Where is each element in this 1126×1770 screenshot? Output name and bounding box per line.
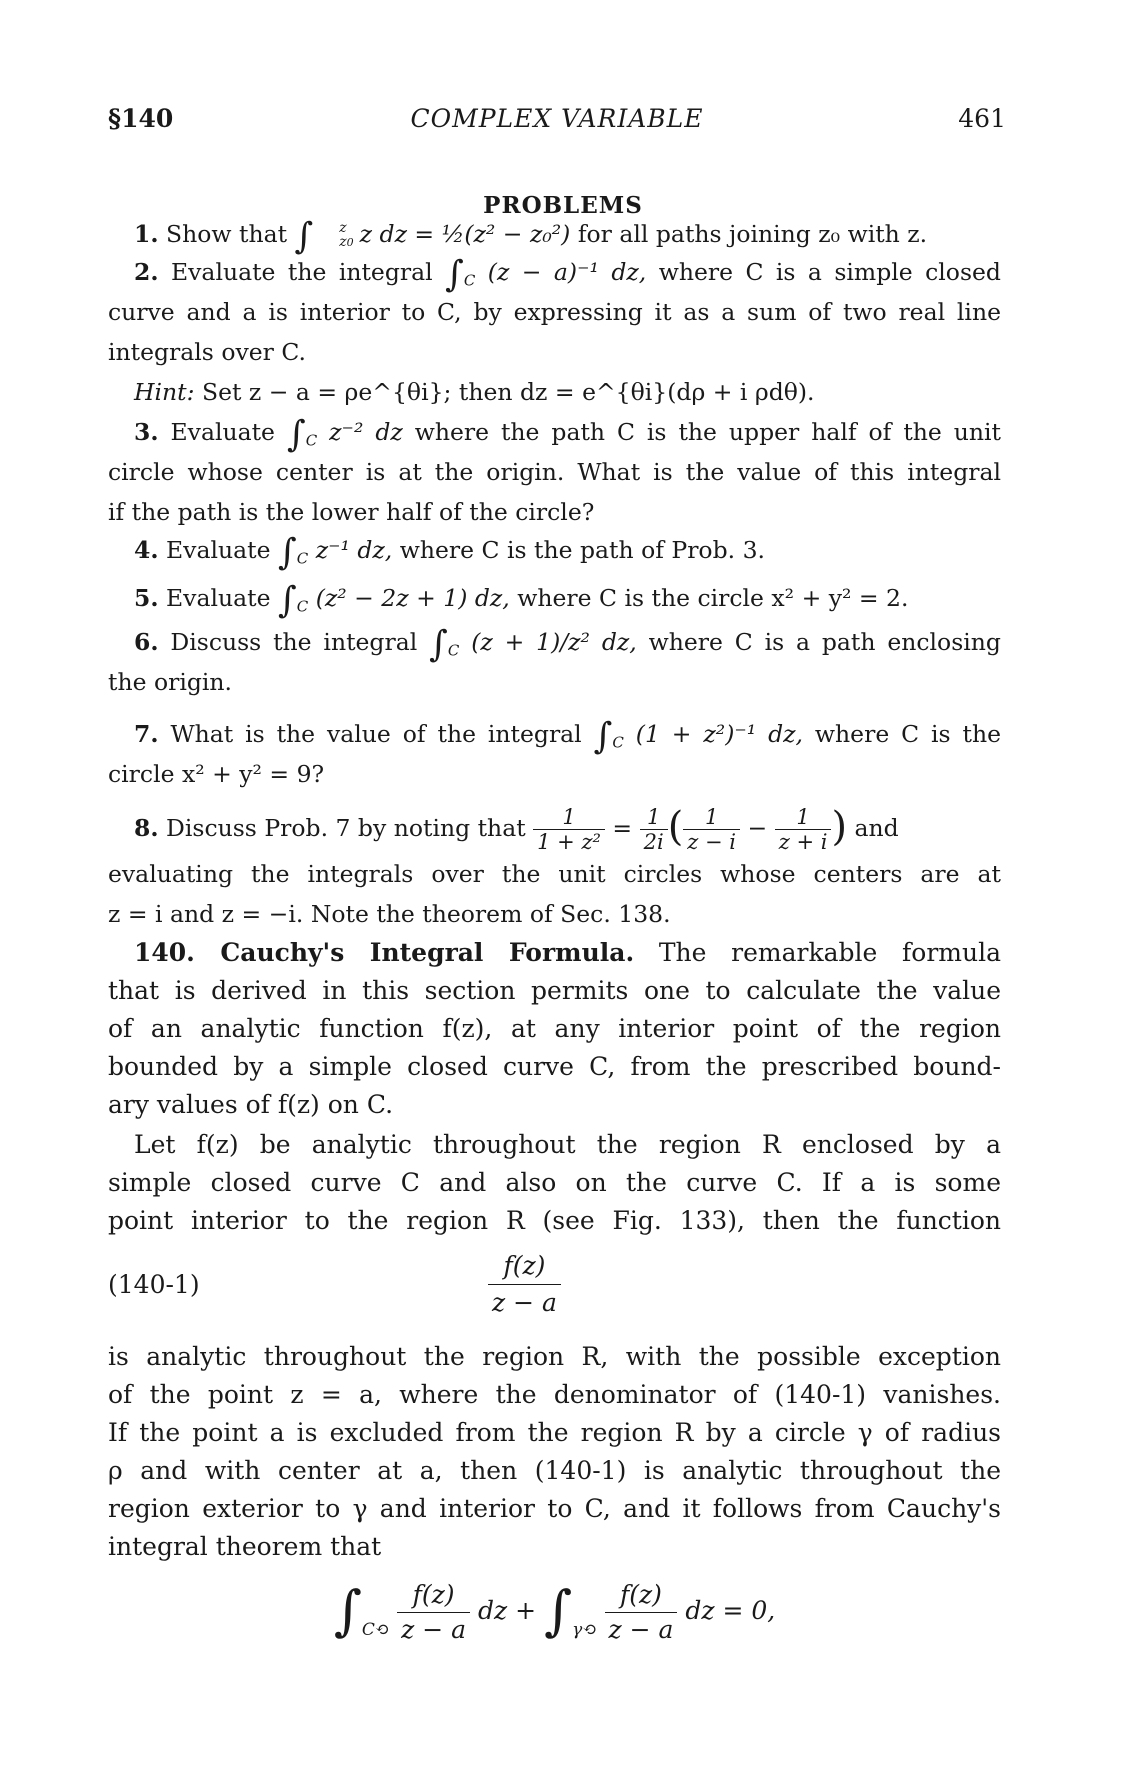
paragraph-line: integral theorem that bbox=[108, 1532, 382, 1561]
paragraph-line: bounded by a simple closed curve C, from the prescribed bound- bbox=[108, 1052, 1001, 1081]
problem-number: 5. bbox=[134, 584, 159, 612]
math-expression: z⁻¹ dz, bbox=[308, 536, 393, 564]
running-title: COMPLEX VARIABLE bbox=[410, 104, 704, 133]
section-heading: 140. Cauchy's Integral Formula. bbox=[134, 938, 635, 967]
problem-text-line: z = i and z = −i. Note the theorem of Sec. 138. bbox=[108, 900, 671, 928]
equation-cauchy-sum bbox=[108, 1578, 1001, 1688]
denominator: z + i bbox=[778, 830, 828, 854]
hint-text: Set z − a = ρe^{θi}; then dz = e^{θi}(dρ + i ρdθ). bbox=[194, 378, 815, 406]
paragraph-line: of the point z = a, where the denominator of (140-1) vanishes. bbox=[108, 1380, 1001, 1409]
problem-2 bbox=[108, 252, 1001, 412]
plus-sign: + bbox=[515, 1596, 537, 1625]
fraction bbox=[397, 1578, 470, 1647]
problem-text: Evaluate bbox=[170, 418, 275, 446]
numerator: f(z) bbox=[488, 1248, 561, 1285]
problem-number: 6. bbox=[134, 628, 159, 656]
problem-8 bbox=[108, 800, 1001, 934]
denominator: 1 + z² bbox=[537, 830, 601, 854]
denominator: z − a bbox=[401, 1615, 467, 1644]
problem-text: Evaluate the integral bbox=[171, 258, 433, 286]
problem-1 bbox=[108, 214, 1001, 257]
problem-7 bbox=[108, 714, 1001, 794]
problem-text-line: circle whose center is at the origin. What is the value of this integral bbox=[108, 458, 1001, 486]
equation-tail: dz = 0, bbox=[685, 1596, 776, 1625]
problem-3 bbox=[108, 412, 1001, 532]
numerator: 1 bbox=[533, 805, 605, 830]
equation-140-1 bbox=[108, 1248, 1001, 1338]
problem-number: 1. bbox=[134, 220, 159, 248]
problem-text-line: integrals over C. bbox=[108, 338, 306, 366]
paragraph-line: region exterior to γ and interior to C, and it follows from Cauchy's bbox=[108, 1494, 1001, 1523]
numerator: 1 bbox=[683, 805, 740, 830]
paragraph-line: Let f(z) be analytic throughout the region R enclosed by a bbox=[134, 1130, 1001, 1159]
integral-sign: ∫ bbox=[429, 624, 448, 665]
paragraph-line: point interior to the region R (see Fig. 133), then the function bbox=[108, 1206, 1001, 1235]
paragraph-line: simple closed curve C and also on the curve C. If a is some bbox=[108, 1168, 1001, 1197]
integral-upper-limit: z bbox=[339, 220, 347, 236]
integral-sign: ∫ bbox=[333, 1579, 362, 1642]
problem-text-line: evaluating the integrals over the unit circles whose centers are at bbox=[108, 860, 1001, 888]
integral-sign: ∫ bbox=[294, 216, 314, 257]
problem-text-line: curve and a is interior to C, by expressing it as a sum of two real line bbox=[108, 298, 1001, 326]
integral-subscript: C bbox=[463, 271, 476, 290]
equation-fraction bbox=[488, 1248, 561, 1321]
paragraph-line: ρ and with center at a, then (140-1) is analytic throughout the bbox=[108, 1456, 1001, 1485]
paragraph-line: that is derived in this section permits one to calculate the value bbox=[108, 976, 1001, 1005]
problem-5 bbox=[108, 578, 1001, 621]
problem-text-line: if the path is the lower half of the circle? bbox=[108, 498, 595, 526]
problems-heading: PROBLEMS bbox=[483, 192, 643, 219]
differential: dz bbox=[477, 1596, 508, 1625]
problem-text-line: circle x² + y² = 9? bbox=[108, 760, 325, 788]
integral-sign: ∫ bbox=[593, 716, 613, 757]
integral-subscript: γ⟲ bbox=[572, 1620, 597, 1640]
minus-sign: − bbox=[747, 814, 768, 842]
denominator: z − a bbox=[492, 1288, 557, 1317]
denominator: 2i bbox=[643, 830, 664, 854]
paragraph-text: The remarkable formula bbox=[634, 938, 1002, 967]
math-expression: (z + 1)/z² dz, bbox=[459, 628, 637, 656]
problem-text: where C is the path of Prob. 3. bbox=[392, 536, 765, 564]
problem-text: and bbox=[854, 814, 899, 842]
problem-number: 7. bbox=[134, 720, 159, 748]
integral-sign: ∫ bbox=[544, 1579, 573, 1642]
integral-sign: ∫ bbox=[445, 254, 464, 295]
math-expression: z dz = ½(z² − z₀²) bbox=[359, 220, 571, 248]
integral-sign: ∫ bbox=[286, 414, 306, 455]
equation-label: (140-1) bbox=[108, 1270, 200, 1299]
paragraph-line: If the point a is excluded from the region R by a circle γ of radius bbox=[108, 1418, 1001, 1447]
problem-text: What is the value of the integral bbox=[170, 720, 582, 748]
numerator: 1 bbox=[640, 805, 668, 830]
fraction bbox=[640, 805, 668, 854]
problem-6 bbox=[108, 622, 1001, 702]
running-head bbox=[108, 104, 1006, 144]
section-mark: §140 bbox=[108, 104, 174, 133]
problem-number: 3. bbox=[134, 418, 159, 446]
integral-subscript: C bbox=[296, 549, 309, 568]
section-140-paragraph-3 bbox=[108, 1338, 1001, 1566]
integral-sign: ∫ bbox=[277, 580, 297, 621]
right-paren: ) bbox=[831, 804, 848, 850]
problem-number: 4. bbox=[134, 536, 159, 564]
problem-text: where the path C is the upper half of the unit bbox=[402, 418, 1001, 446]
denominator: z − i bbox=[687, 830, 737, 854]
math-expression: z⁻² dz bbox=[317, 418, 403, 446]
section-140-paragraph-2 bbox=[108, 1126, 1001, 1240]
problem-text: where C is the bbox=[803, 720, 1001, 748]
fraction bbox=[533, 805, 605, 854]
problem-text: Evaluate bbox=[166, 536, 271, 564]
integral-subscript: C bbox=[447, 641, 460, 660]
problem-text: for all paths joining z₀ with z. bbox=[570, 220, 928, 248]
integral-subscript: C bbox=[612, 733, 624, 752]
integral-subscript: C⟲ bbox=[361, 1620, 390, 1640]
page-number: 461 bbox=[958, 104, 1006, 133]
problem-text: Show that bbox=[166, 220, 288, 248]
problem-text: where C is a simple closed bbox=[646, 258, 1001, 286]
paragraph-line: is analytic throughout the region R, with the possible exception bbox=[108, 1342, 1001, 1371]
problem-4 bbox=[108, 530, 1001, 573]
math-expression: (1 + z²)⁻¹ dz, bbox=[623, 720, 804, 748]
problem-text: Discuss Prob. 7 by noting that bbox=[166, 814, 526, 842]
problem-text: where C is a path enclosing bbox=[636, 628, 1001, 656]
integral-sign: ∫ bbox=[277, 532, 297, 573]
left-paren: ( bbox=[667, 804, 684, 850]
integral-subscript: C bbox=[305, 431, 318, 450]
integral-subscript: C bbox=[296, 597, 309, 616]
section-140-paragraph-1 bbox=[108, 934, 1001, 1124]
paragraph-line: ary values of f(z) on C. bbox=[108, 1090, 394, 1119]
fraction bbox=[605, 1578, 678, 1647]
problem-text: Evaluate bbox=[166, 584, 271, 612]
numerator: f(z) bbox=[605, 1578, 678, 1613]
problem-number: 2. bbox=[134, 258, 159, 286]
equals-sign: = bbox=[612, 814, 633, 842]
math-expression: (z² − 2z + 1) dz, bbox=[308, 584, 510, 612]
denominator: z − a bbox=[608, 1615, 674, 1644]
hint-label: Hint: bbox=[134, 378, 195, 406]
numerator: 1 bbox=[775, 805, 832, 830]
problem-text-line: the origin. bbox=[108, 668, 233, 696]
integral-lower-limit: z bbox=[339, 234, 347, 250]
math-expression: (z − a)⁻¹ dz, bbox=[475, 258, 647, 286]
fraction bbox=[683, 805, 740, 854]
paragraph-line: of an analytic function f(z), at any interior point of the region bbox=[108, 1014, 1001, 1043]
problem-text: where C is the circle x² + y² = 2. bbox=[509, 584, 909, 612]
integral-lower-subscript: 0 bbox=[346, 236, 354, 249]
problem-number: 8. bbox=[134, 814, 159, 842]
problem-text: Discuss the integral bbox=[170, 628, 418, 656]
fraction bbox=[775, 805, 832, 854]
numerator: f(z) bbox=[397, 1578, 470, 1613]
